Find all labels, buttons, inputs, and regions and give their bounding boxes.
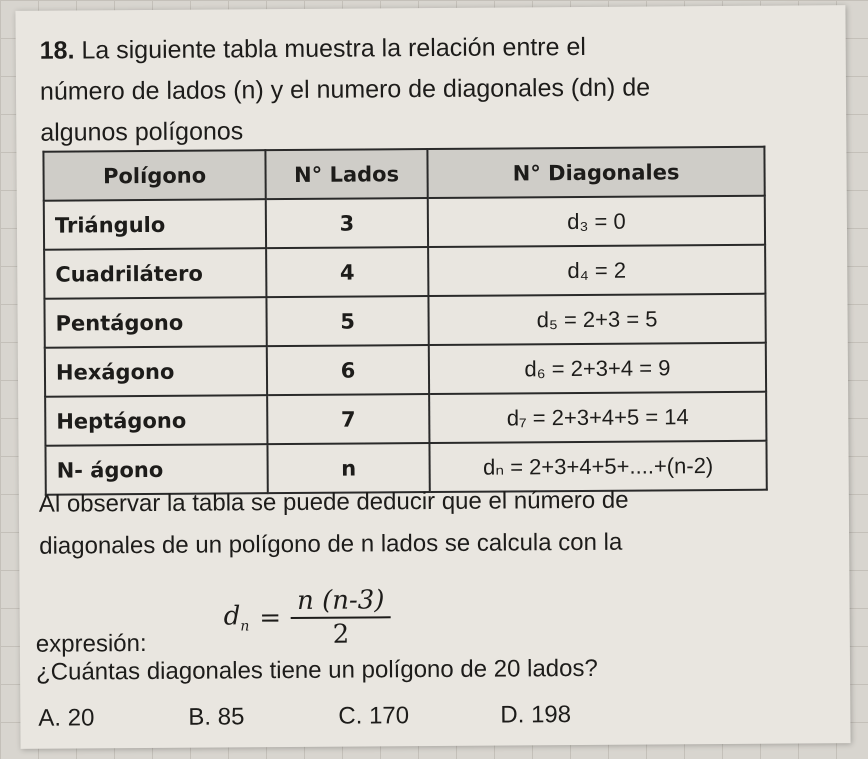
question-text-1: La siguiente tabla muestra la relación entre el	[81, 32, 586, 65]
cell-sides: 4	[266, 247, 428, 297]
table-row	[44, 245, 765, 299]
polygon-diagonals-table	[42, 146, 767, 496]
question-header	[40, 25, 841, 154]
option-d[interactable]: D. 198	[500, 701, 572, 729]
worksheet	[15, 5, 850, 749]
question-prompt: ¿Cuántas diagonales tiene un polígono de 20 lados?	[35, 654, 598, 686]
cell-polygon: Pentágono	[44, 297, 266, 348]
paragraph-line-1: Al observar la tabla se puede deducir que el número de	[38, 486, 629, 518]
cell-polygon: Hexágono	[45, 346, 267, 397]
formula-fraction	[291, 584, 391, 651]
formula-lhs-subscript: n	[240, 618, 250, 635]
formula-lhs	[224, 602, 250, 635]
cell-diagonals: d₅ = 2+3 = 5	[428, 294, 765, 345]
table-row	[44, 196, 765, 250]
header-polygon: Polígono	[43, 150, 265, 201]
cell-diagonals: d₇ = 2+3+4+5 = 14	[429, 392, 766, 443]
expression-label: expresión:	[35, 630, 147, 658]
option-c[interactable]: C. 170	[338, 702, 410, 730]
question-text-2: número de lados (n) y el numero de diagonales (dn) de	[39, 73, 651, 106]
explanation-paragraph	[39, 478, 860, 568]
table-row	[45, 392, 766, 446]
table-row	[44, 294, 765, 348]
formula-equals: =	[259, 603, 282, 634]
cell-diagonals: dₙ = 2+3+4+5+....+(n-2)	[429, 441, 766, 492]
question-number: 18.	[39, 36, 75, 65]
question-text-3: algunos polígonos	[40, 117, 244, 147]
table-header-row	[43, 147, 764, 201]
answer-options	[38, 700, 738, 732]
cell-polygon: Heptágono	[45, 395, 267, 446]
option-b[interactable]: B. 85	[188, 703, 245, 731]
cell-polygon: Cuadrilátero	[44, 248, 266, 299]
formula-denominator: 2	[332, 619, 350, 650]
question-line-1	[40, 25, 840, 72]
cell-sides: 3	[266, 198, 428, 248]
cell-sides: n	[267, 443, 429, 493]
cell-diagonals: d₆ = 2+3+4 = 9	[429, 343, 766, 394]
cell-polygon: N- ágono	[45, 444, 267, 495]
cell-diagonals: d₃ = 0	[428, 196, 765, 247]
cell-polygon: Triángulo	[44, 199, 266, 250]
option-a[interactable]: A. 20	[38, 704, 95, 732]
header-diagonals: N° Diagonales	[427, 147, 764, 198]
cell-sides: 6	[267, 345, 429, 395]
cell-sides: 7	[267, 394, 429, 444]
diagonal-formula	[223, 584, 390, 651]
paragraph-line-2: diagonales de un polígono de n lados se calcula con la	[39, 528, 623, 560]
table-row	[45, 343, 766, 397]
cell-sides: 5	[266, 296, 428, 346]
formula-lhs-symbol: d	[223, 601, 241, 632]
header-sides: N° Lados	[265, 149, 427, 199]
formula-numerator: n (n-3)	[291, 584, 391, 619]
cell-diagonals: d₄ = 2	[428, 245, 765, 296]
expression-row	[35, 579, 856, 665]
